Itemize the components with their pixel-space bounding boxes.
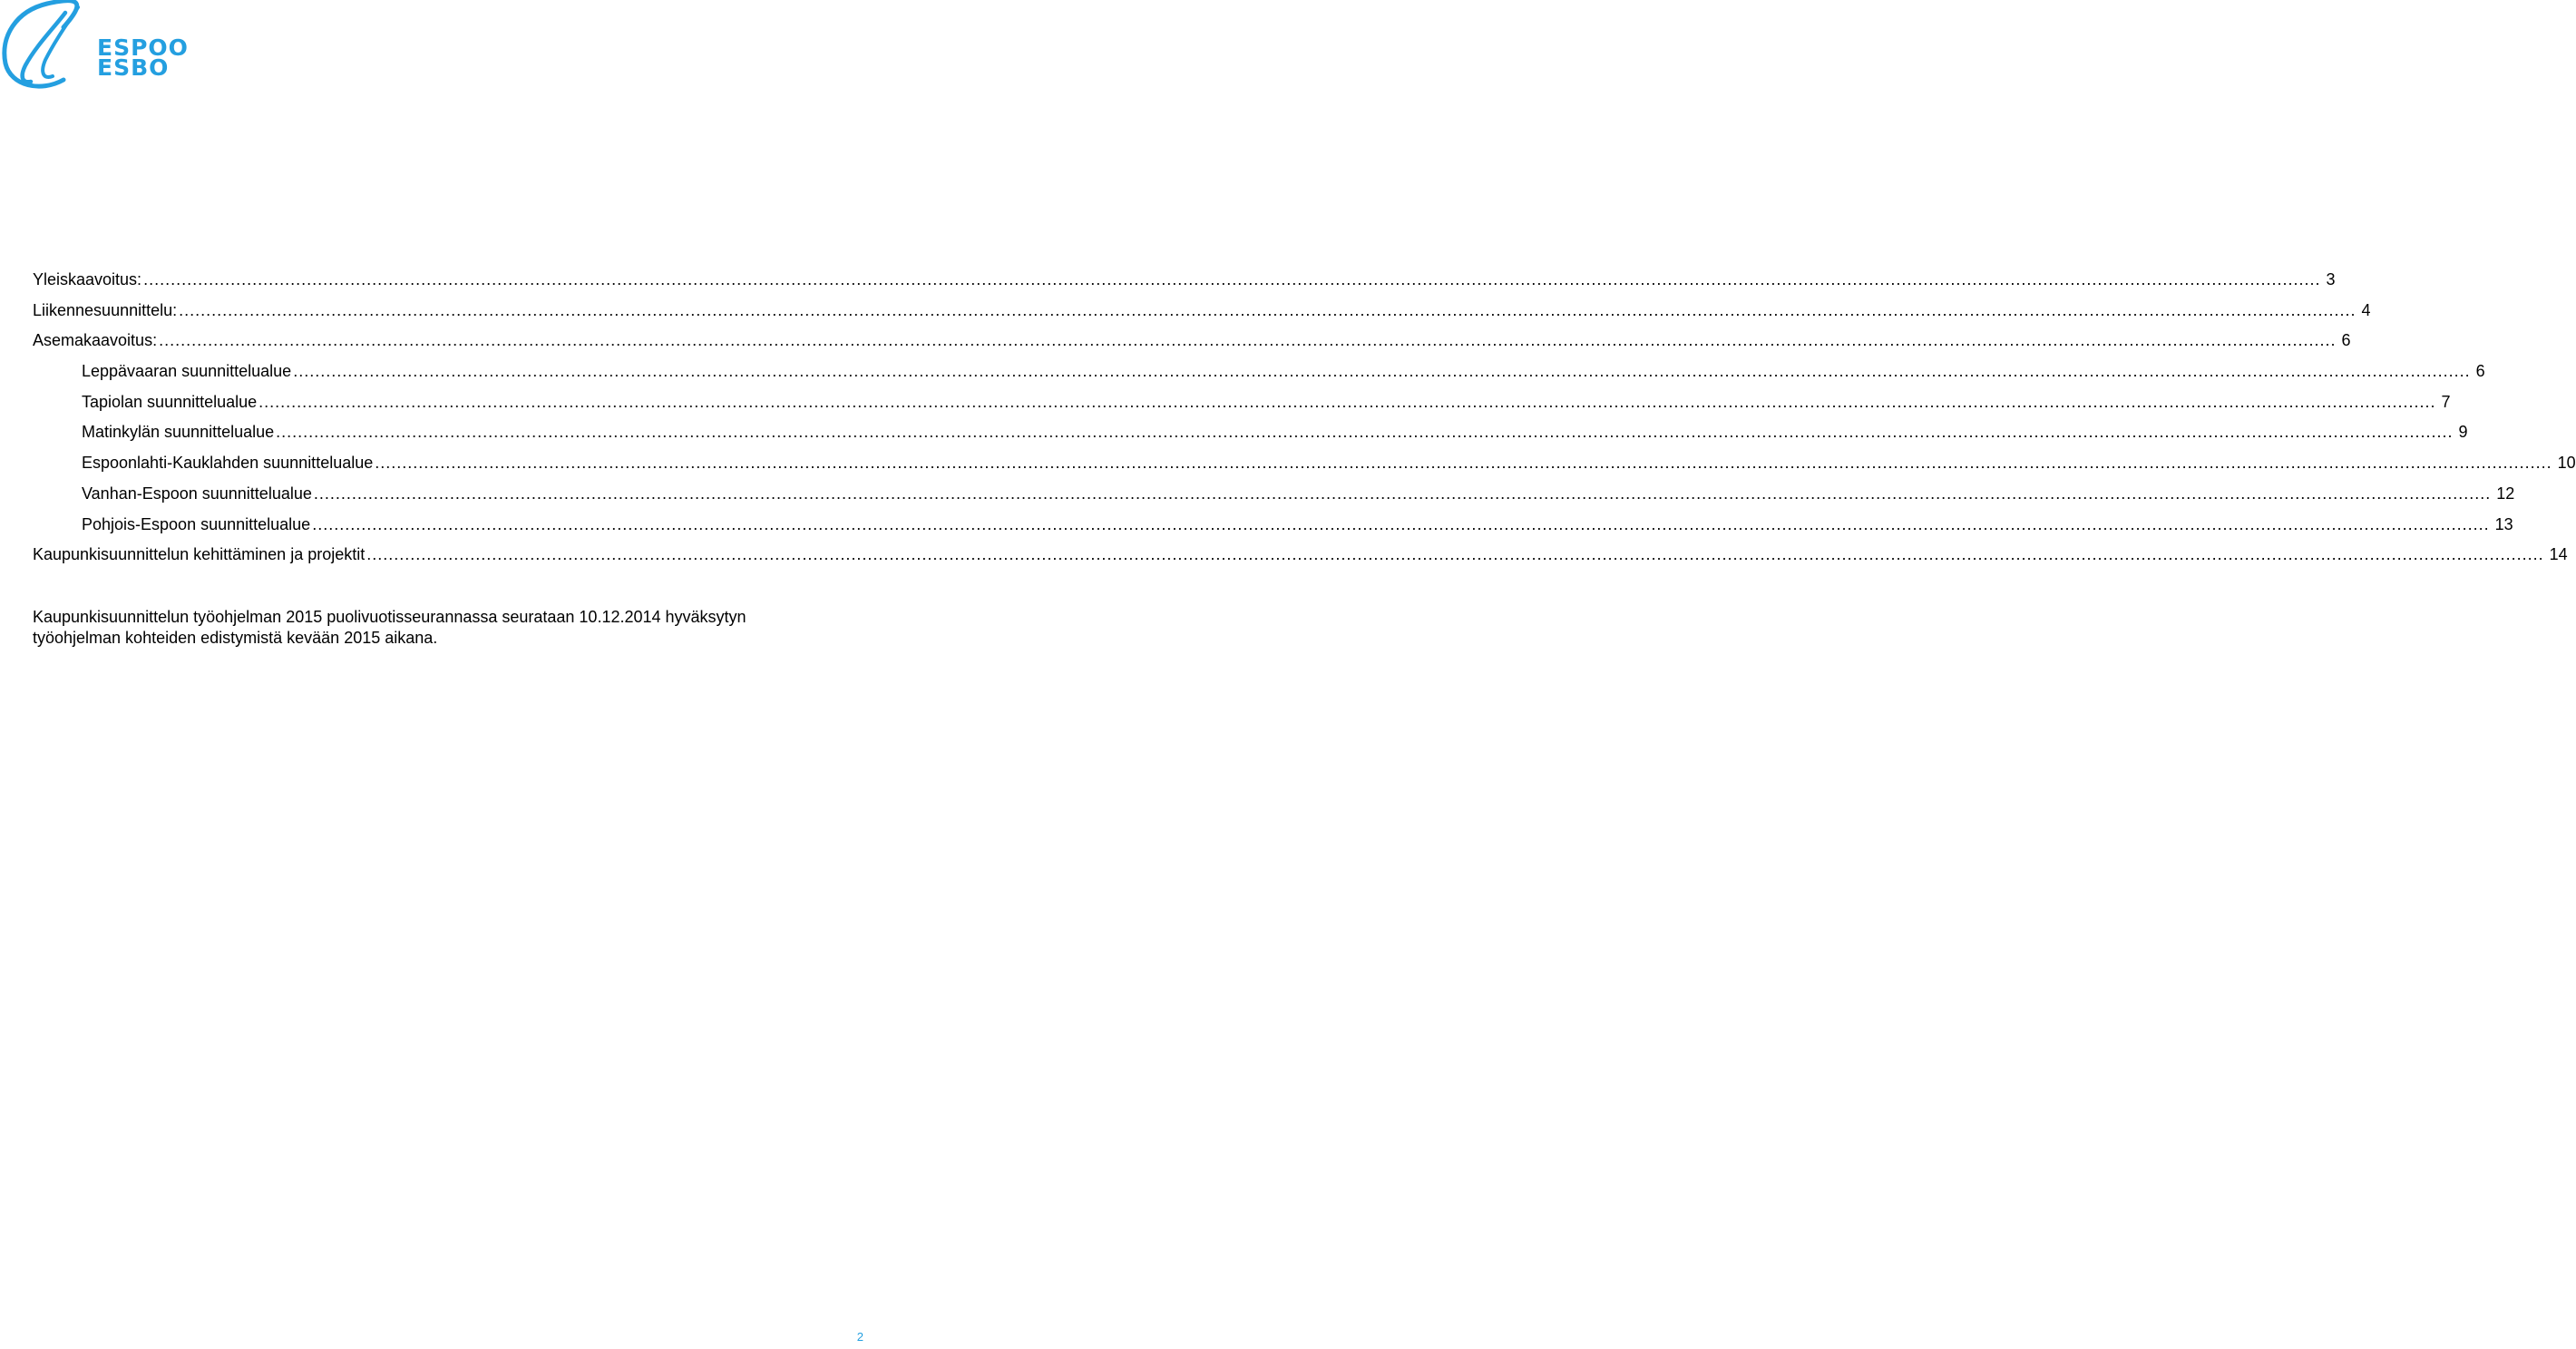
toc-entry-page: 6 <box>2341 331 2351 350</box>
toc-leader-dots: ................................................................................................................................................................................................................................................................................................................................................................................................................ <box>375 454 2552 473</box>
intro-paragraph <box>33 607 867 649</box>
toc-entry-page: 3 <box>2326 270 2336 288</box>
toc-leader-dots: ................................................................................................................................................................................................................................................................................................................................................................................................................ <box>293 362 2471 381</box>
page-number: 2 <box>856 1330 864 1344</box>
toc-entry[interactable] <box>33 452 2576 483</box>
table-of-contents <box>33 269 2576 574</box>
toc-leader-dots: ................................................................................................................................................................................................................................................................................................................................................................................................................ <box>312 514 2490 533</box>
toc-leader-dots: ................................................................................................................................................................................................................................................................................................................................................................................................................ <box>179 300 2356 319</box>
toc-entry-label: Leppävaaran suunnittelualue <box>82 362 292 381</box>
toc-entry[interactable] <box>33 483 2515 513</box>
toc-entry-label: Vanhan-Espoon suunnittelualue <box>82 484 312 503</box>
logo-text-esbo: ESBO <box>97 54 170 81</box>
toc-entry-page: 10 <box>2557 454 2576 473</box>
toc-leader-dots: ................................................................................................................................................................................................................................................................................................................................................................................................................ <box>259 392 2436 411</box>
toc-entry-page: 12 <box>2496 484 2515 503</box>
toc-leader-dots: ................................................................................................................................................................................................................................................................................................................................................................................................................ <box>143 270 2321 288</box>
toc-entry-page: 7 <box>2441 392 2451 411</box>
logo-text-espoo: ESPOO <box>97 34 189 61</box>
toc-entry-label: Matinkylän suunnittelualue <box>82 423 275 442</box>
toc-entry[interactable] <box>33 543 2568 574</box>
toc-entry-label: Asemakaavoitus: <box>33 331 158 350</box>
intro-line-2: työohjelman kohteiden edistymistä kevään 2015 aikana. <box>33 629 438 647</box>
toc-entry[interactable] <box>33 269 2336 299</box>
toc-entry[interactable] <box>33 360 2485 391</box>
toc-entry[interactable] <box>33 329 2351 360</box>
toc-leader-dots: ................................................................................................................................................................................................................................................................................................................................................................................................................ <box>366 545 2544 564</box>
toc-entry-page: 4 <box>2361 300 2371 319</box>
toc-entry-page: 6 <box>2475 362 2485 381</box>
toc-entry-label: Espoonlahti-Kauklahden suunnittelualue <box>82 454 374 473</box>
toc-entry[interactable] <box>33 513 2513 544</box>
toc-entry-label: Tapiolan suunnittelualue <box>82 392 258 411</box>
toc-leader-dots: ................................................................................................................................................................................................................................................................................................................................................................................................................ <box>276 423 2454 442</box>
espoo-logo <box>0 0 189 95</box>
toc-entry-label: Pohjois-Espoon suunnittelualue <box>82 514 311 533</box>
toc-entry-label: Kaupunkisuunnittelun kehittäminen ja projektit <box>33 545 366 564</box>
toc-entry[interactable] <box>33 299 2371 330</box>
toc-leader-dots: ................................................................................................................................................................................................................................................................................................................................................................................................................ <box>313 484 2492 503</box>
toc-entry-page: 13 <box>2494 514 2513 533</box>
toc-entry-label: Yleiskaavoitus: <box>33 270 142 288</box>
espoo-swirl-icon <box>0 0 100 95</box>
toc-leader-dots: ................................................................................................................................................................................................................................................................................................................................................................................................................ <box>159 331 2337 350</box>
toc-entry-label: Liikennesuunnittelu: <box>33 300 178 319</box>
toc-entry[interactable] <box>33 391 2451 422</box>
toc-entry-page: 9 <box>2458 423 2468 442</box>
intro-line-1: Kaupunkisuunnittelun työohjelman 2015 puolivuotisseurannassa seurataan 10.12.2014 hyväksytyn <box>33 608 746 626</box>
toc-entry[interactable] <box>33 421 2468 452</box>
toc-entry-page: 14 <box>2549 545 2568 564</box>
